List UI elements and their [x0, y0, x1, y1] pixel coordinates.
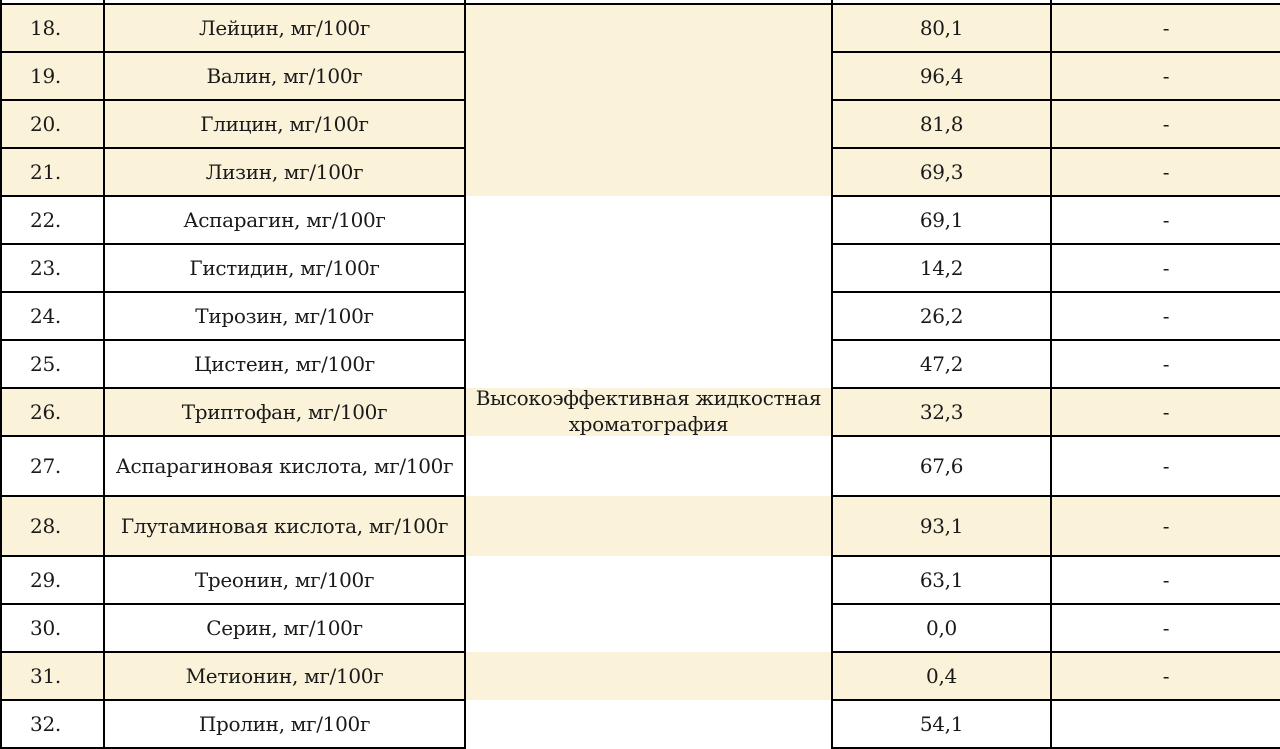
method-cell	[465, 436, 832, 496]
norm-cell: -	[1051, 196, 1280, 244]
method-cell	[465, 148, 832, 196]
method-cell	[465, 100, 832, 148]
indicator-name-cell: Глутаминовая кислота, мг/100г	[104, 496, 465, 556]
row-number-cell: 29.	[1, 556, 104, 604]
table-row	[1, 292, 1280, 340]
indicator-name-cell: Треонин, мг/100г	[104, 556, 465, 604]
result-value-cell: 0,4	[832, 652, 1051, 700]
row-number-cell: 28.	[1, 496, 104, 556]
norm-cell: -	[1051, 52, 1280, 100]
row-number-cell: 27.	[1, 436, 104, 496]
method-cell	[465, 496, 832, 556]
norm-cell: -	[1051, 148, 1280, 196]
indicator-name-cell: Триптофан, мг/100г	[104, 388, 465, 436]
result-value-cell: 67,6	[832, 436, 1051, 496]
norm-cell: -	[1051, 100, 1280, 148]
table-row	[1, 700, 1280, 748]
result-value-cell: 63,1	[832, 556, 1051, 604]
row-number-cell: 20.	[1, 100, 104, 148]
indicator-name-cell: Глицин, мг/100г	[104, 100, 465, 148]
method-cell	[465, 340, 832, 388]
indicator-name-cell: Тирозин, мг/100г	[104, 292, 465, 340]
method-cell	[465, 196, 832, 244]
norm-cell: -	[1051, 556, 1280, 604]
method-cell	[465, 52, 832, 100]
table-row	[1, 100, 1280, 148]
result-value-cell: 81,8	[832, 100, 1051, 148]
norm-cell: -	[1051, 604, 1280, 652]
indicator-name-cell: Цистеин, мг/100г	[104, 340, 465, 388]
row-number-cell: 32.	[1, 700, 104, 748]
norm-cell: -	[1051, 496, 1280, 556]
norm-cell: -	[1051, 4, 1280, 52]
method-cell	[465, 4, 832, 436]
row-number-cell: 26.	[1, 388, 104, 436]
table-row	[1, 436, 1280, 496]
method-cell	[465, 652, 832, 700]
norm-cell: -	[1051, 436, 1280, 496]
result-value-cell: 69,3	[832, 148, 1051, 196]
table-row	[1, 148, 1280, 196]
norm-cell: -	[1051, 292, 1280, 340]
method-cell	[465, 244, 832, 292]
method-cell	[465, 700, 832, 748]
result-value-cell: 96,4	[832, 52, 1051, 100]
indicator-name-cell: Аспарагин, мг/100г	[104, 196, 465, 244]
row-number-cell: 31.	[1, 652, 104, 700]
method-label: Высокоэффективная жидкостная хроматография	[475, 386, 822, 436]
table-row	[1, 604, 1280, 652]
row-number-cell: 19.	[1, 52, 104, 100]
row-number-cell: 21.	[1, 148, 104, 196]
method-cell	[465, 292, 832, 340]
indicator-name-cell: Лейцин, мг/100г	[104, 4, 465, 52]
row-number-cell: 25.	[1, 340, 104, 388]
norm-cell: -	[1051, 388, 1280, 436]
indicator-name-cell: Гистидин, мг/100г	[104, 244, 465, 292]
table-row	[1, 4, 1280, 52]
result-value-cell: 69,1	[832, 196, 1051, 244]
norm-cell: -	[1051, 340, 1280, 388]
table-row	[1, 340, 1280, 388]
row-number-cell: 24.	[1, 292, 104, 340]
result-value-cell: 80,1	[832, 4, 1051, 52]
norm-cell	[1051, 700, 1280, 748]
row-number-cell: 30.	[1, 604, 104, 652]
norm-cell: -	[1051, 652, 1280, 700]
indicator-name-cell: Пролин, мг/100г	[104, 700, 465, 748]
indicator-name-cell: Серин, мг/100г	[104, 604, 465, 652]
table-row	[1, 196, 1280, 244]
result-value-cell: 54,1	[832, 700, 1051, 748]
method-cell	[465, 604, 832, 652]
table-row	[1, 244, 1280, 292]
indicator-name-cell: Валин, мг/100г	[104, 52, 465, 100]
result-value-cell: 0,0	[832, 604, 1051, 652]
indicator-name-cell: Аспарагиновая кислота, мг/100г	[104, 436, 465, 496]
table-row	[1, 52, 1280, 100]
result-value-cell: 47,2	[832, 340, 1051, 388]
table-row	[1, 652, 1280, 700]
table-row	[1, 556, 1280, 604]
result-value-cell: 26,2	[832, 292, 1051, 340]
method-cell	[465, 556, 832, 604]
result-value-cell: 32,3	[832, 388, 1051, 436]
row-number-cell: 23.	[1, 244, 104, 292]
table-row	[1, 496, 1280, 556]
indicator-name-cell: Метионин, мг/100г	[104, 652, 465, 700]
norm-cell: -	[1051, 244, 1280, 292]
row-number-cell: 22.	[1, 196, 104, 244]
indicator-name-cell: Лизин, мг/100г	[104, 148, 465, 196]
row-number-cell: 18.	[1, 4, 104, 52]
amino-acid-table-body	[1, 0, 1280, 748]
result-value-cell: 14,2	[832, 244, 1051, 292]
result-value-cell: 93,1	[832, 496, 1051, 556]
